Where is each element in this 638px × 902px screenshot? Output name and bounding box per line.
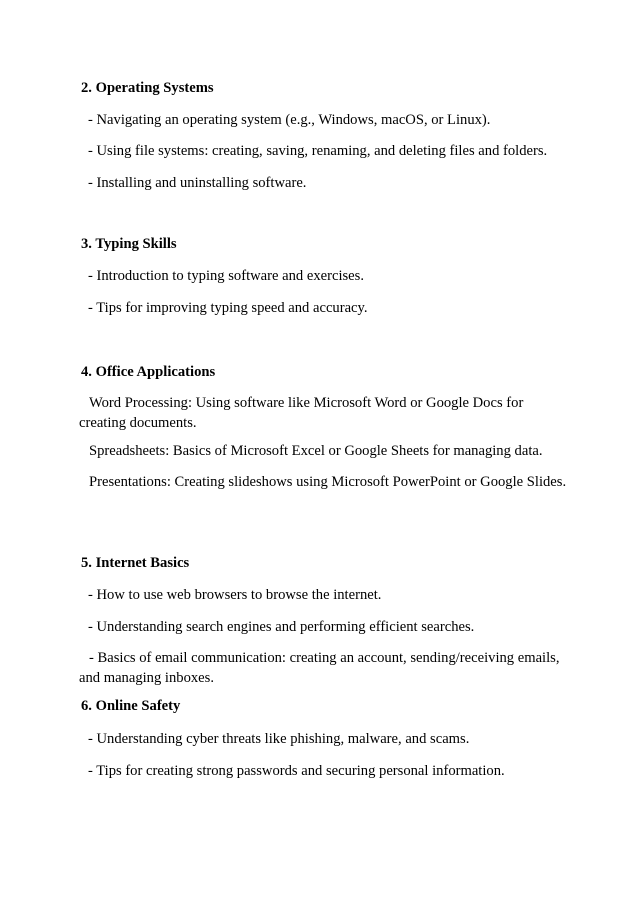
list-item: - Understanding cyber threats like phishing, malware, and scams. xyxy=(88,731,470,747)
list-item: Word Processing: Using software like Microsoft Word or Google Docs for creating documents. xyxy=(79,395,524,431)
section-heading-online-safety: 6. Online Safety xyxy=(81,698,181,714)
list-item: - Tips for creating strong passwords and securing personal information. xyxy=(88,763,505,779)
section-heading-typing-skills: 3. Typing Skills xyxy=(81,236,177,252)
section-heading-operating-systems: 2. Operating Systems xyxy=(81,80,214,96)
list-item: - Navigating an operating system (e.g., Windows, macOS, or Linux). xyxy=(88,112,491,128)
list-item: Spreadsheets: Basics of Microsoft Excel or Google Sheets for managing data. xyxy=(89,443,543,459)
list-item: - How to use web browsers to browse the internet. xyxy=(88,587,382,603)
list-item: - Tips for improving typing speed and accuracy. xyxy=(88,300,368,316)
list-item: - Basics of email communication: creating an account, sending/receiving emails, and managing inboxes. xyxy=(79,650,560,686)
list-item: - Introduction to typing software and exercises. xyxy=(88,268,364,284)
list-item: Presentations: Creating slideshows using Microsoft PowerPoint or Google Slides. xyxy=(89,474,567,490)
list-item: - Installing and uninstalling software. xyxy=(88,175,307,191)
list-item: - Understanding search engines and performing efficient searches. xyxy=(88,619,475,635)
section-heading-internet-basics: 5. Internet Basics xyxy=(81,555,190,571)
list-item: - Using file systems: creating, saving, renaming, and deleting files and folders. xyxy=(88,143,548,159)
section-heading-office-applications: 4. Office Applications xyxy=(81,364,216,380)
